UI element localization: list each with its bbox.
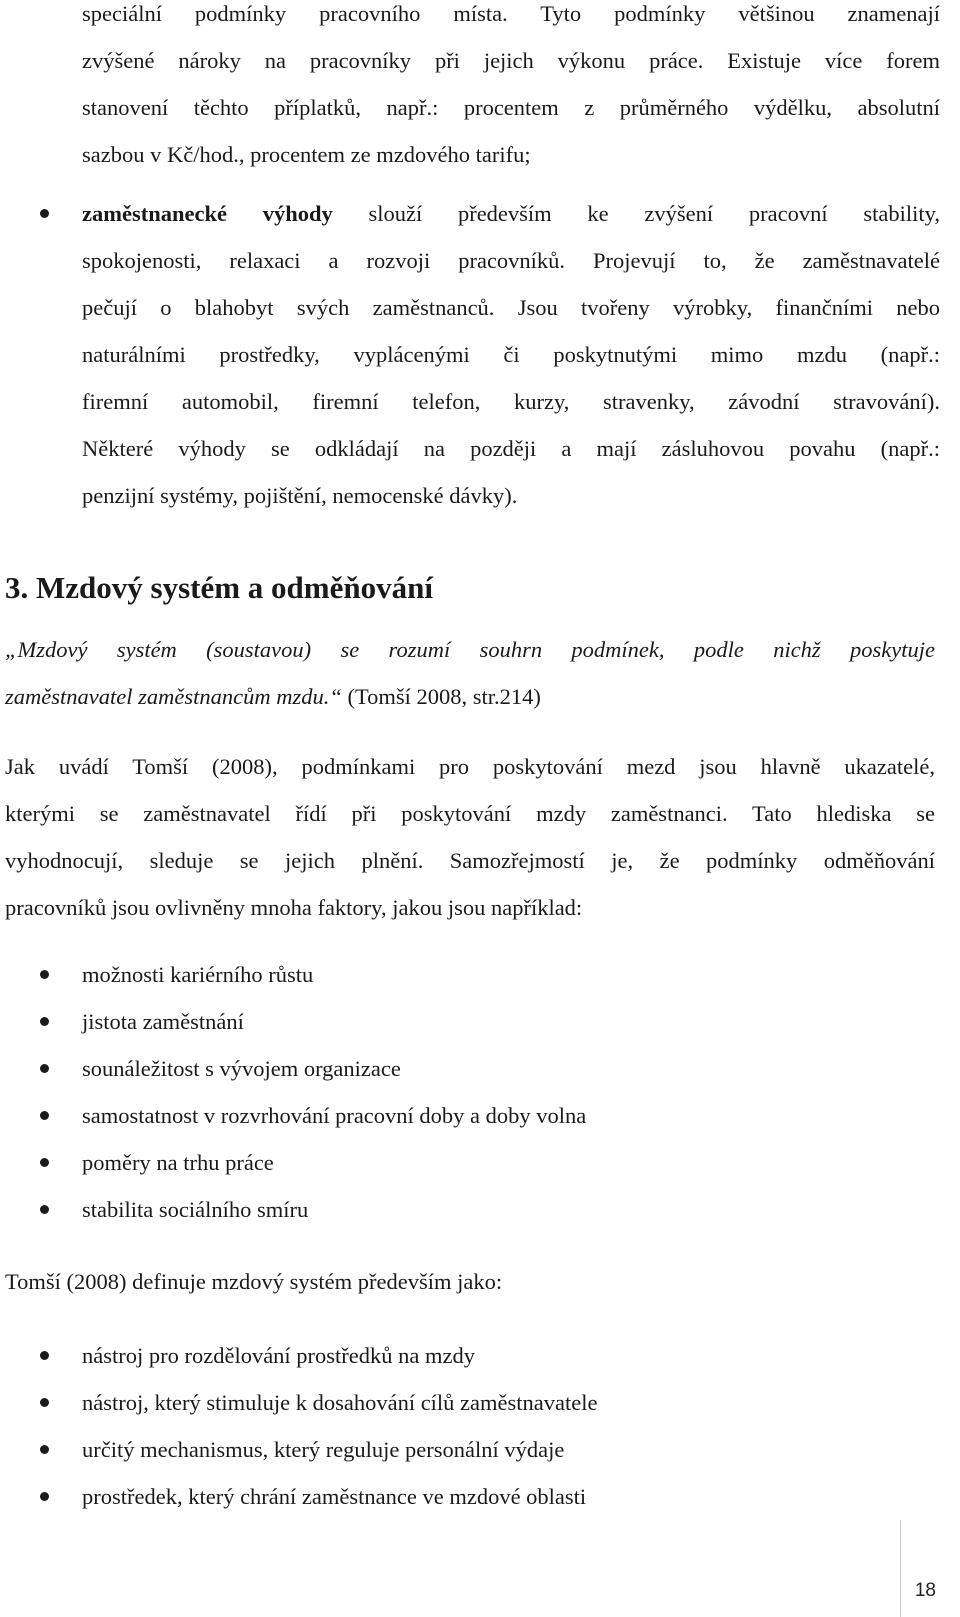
text-line: firemní automobil, firemní telefon, kurzy, stravenky, závodní stravování). (82, 389, 940, 414)
text-line (5, 673, 935, 720)
bullet-dot (40, 1017, 49, 1026)
text-line: speciální podmínky pracovního místa. Tyto podmínky většinou znamenají (82, 1, 940, 26)
bullet-dot (40, 1445, 49, 1454)
list-item (0, 1186, 960, 1233)
list-item-text: samostatnost v rozvrhování pracovní doby a doby volna (82, 1103, 587, 1128)
text-line: pracovníků jsou ovlivněny mnoha faktory, jakou jsou například: (5, 895, 583, 920)
text-line: Některé výhody se odkládají na později a mají zásluhovou povahu (např.: (82, 436, 940, 461)
list-item-text: sounáležitost s vývojem organizace (82, 1056, 401, 1081)
text-line: stanovení těchto příplatků, např.: procentem z průměrného výdělku, absolutní (82, 95, 940, 120)
list-item (0, 1332, 960, 1379)
paragraph (5, 1258, 935, 1305)
text-line: pečují o blahobyt svých zaměstnanců. Jsou tvořeny výrobky, finančními nebo (82, 295, 940, 320)
citation: (Tomší 2008, str.214) (341, 684, 541, 709)
list-item (0, 1092, 960, 1139)
benefits-bullet-text (82, 190, 940, 519)
list-item-text: nástroj, který stimuluje k dosahování cílů zaměstnavatele (82, 1390, 598, 1415)
list-item-text: poměry na trhu práce (82, 1150, 274, 1175)
list-item (0, 1379, 960, 1426)
bullet-dot (40, 1351, 49, 1360)
quote-text: „Mzdový systém (soustavou) se rozumí souhrn podmínek, podle nichž poskytuje (5, 637, 935, 662)
list-item (0, 1045, 960, 1092)
text-fragment: slouží především ke zvýšení pracovní stability, (332, 201, 940, 226)
list-item-text: prostředek, který chrání zaměstnance ve mzdové oblasti (82, 1484, 587, 1509)
bullet-dot (40, 209, 49, 218)
bold-term: zaměstnanecké výhody (82, 201, 333, 226)
list-item (0, 951, 960, 998)
page-number: 18 (914, 1580, 936, 1601)
text-line: vyhodnocují, sleduje se jejich plnění. Samozřejmostí je, že podmínky odměňování (5, 848, 935, 873)
list-item (0, 998, 960, 1045)
bullet-dot (40, 1398, 49, 1407)
text-line (82, 190, 940, 237)
list-item-text: jistota zaměstnání (82, 1009, 244, 1034)
list-item (0, 1473, 960, 1520)
section-heading: 3. Mzdový systém a odměňování (5, 570, 433, 605)
text-line: sazbou v Kč/hod., procentem ze mzdového tarifu; (82, 142, 531, 167)
text-line (5, 626, 935, 673)
list-item-text: nástroj pro rozdělování prostředků na mzdy (82, 1343, 476, 1368)
text-line: naturálními prostředky, vyplácenými či poskytnutými mimo mzdu (např.: (82, 342, 940, 367)
text-line: Tomší (2008) definuje mzdový systém především jako: (5, 1269, 503, 1294)
bullet-dot (40, 1205, 49, 1214)
bullet-dot (40, 1158, 49, 1167)
text-line: kterými se zaměstnavatel řídí při poskytování mzdy zaměstnanci. Tato hlediska se (5, 801, 935, 826)
quote-block (5, 626, 935, 720)
paragraph (5, 743, 935, 931)
list-item (0, 1426, 960, 1473)
continued-bullet-text (82, 0, 940, 178)
text-line: penzijní systémy, pojištění, nemocenské dávky). (82, 483, 518, 508)
factors-list (0, 951, 960, 1233)
list-item-text: stabilita sociálního smíru (82, 1197, 309, 1222)
text-line: spokojenosti, relaxaci a rozvoji pracovníků. Projevují to, že zaměstnavatelé (82, 248, 940, 273)
bullet-dot (40, 1492, 49, 1501)
list-item-text: určitý mechanismus, který reguluje personální výdaje (82, 1437, 565, 1462)
list-item-text: možnosti kariérního růstu (82, 962, 314, 987)
list-item (0, 1139, 960, 1186)
bullet-dot (40, 1111, 49, 1120)
definitions-list (0, 1332, 960, 1520)
text-line: Jak uvádí Tomší (2008), podmínkami pro poskytování mezd jsou hlavně ukazatelé, (5, 754, 935, 779)
page-edge-divider (900, 1520, 901, 1617)
quote-text: zaměstnavatel zaměstnancům mzdu.“ (5, 684, 342, 709)
bullet-dot (40, 1064, 49, 1073)
text-line: zvýšené nároky na pracovníky při jejich výkonu práce. Existuje více forem (82, 48, 940, 73)
bullet-dot (40, 970, 49, 979)
